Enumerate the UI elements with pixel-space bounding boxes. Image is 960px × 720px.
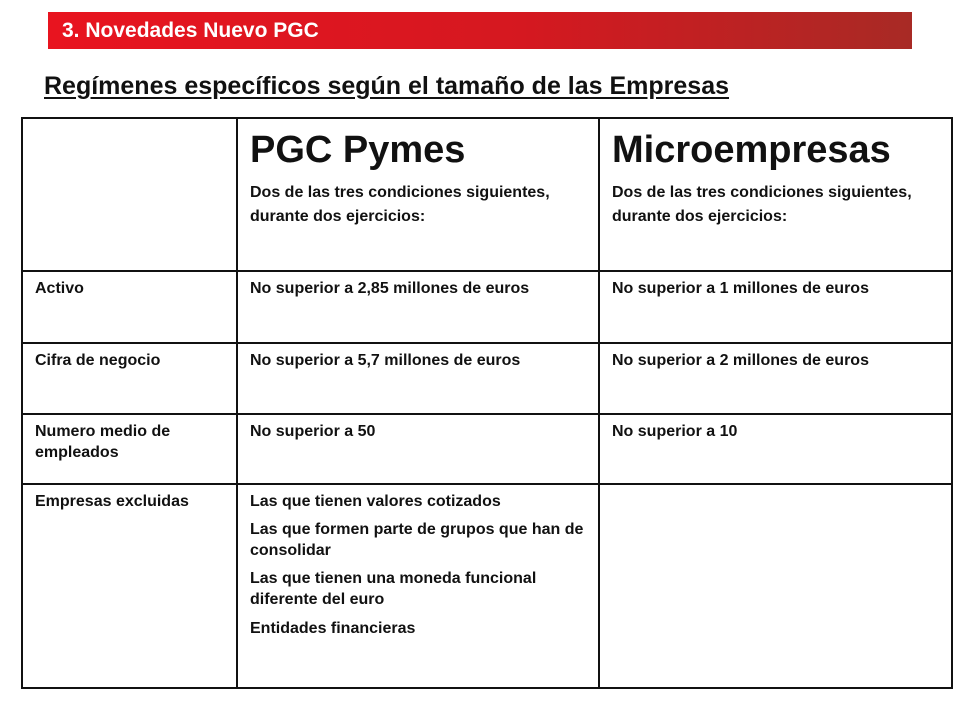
excluded-item: Entidades financieras bbox=[250, 619, 416, 637]
micro-heading: Microempresas bbox=[612, 129, 891, 171]
section-label: 3. Novedades Nuevo PGC bbox=[62, 19, 319, 42]
table-row bbox=[22, 343, 952, 414]
excluded-micro-empty bbox=[599, 484, 952, 688]
section-header-bar bbox=[48, 12, 912, 49]
row-label: Activo bbox=[22, 271, 237, 343]
row-label: Numero medio de empleados bbox=[22, 414, 237, 484]
excluded-item: Las que formen parte de grupos que han de consolidar bbox=[250, 521, 584, 560]
header-cell-empty bbox=[22, 118, 237, 271]
excluded-list-pymes bbox=[237, 484, 599, 688]
row-label: Empresas excluidas bbox=[22, 484, 237, 688]
micro-value: No superior a 10 bbox=[599, 414, 952, 484]
table-row bbox=[22, 271, 952, 343]
excluded-item: Las que tienen una moneda funcional diferente del euro bbox=[250, 570, 537, 609]
pymes-value: No superior a 5,7 millones de euros bbox=[237, 343, 599, 414]
table-header-row bbox=[22, 118, 952, 271]
excluded-item: Las que tienen valores cotizados bbox=[250, 493, 501, 510]
micro-value: No superior a 1 millones de euros bbox=[599, 271, 952, 343]
header-cell-pymes bbox=[237, 118, 599, 271]
comparison-table bbox=[21, 117, 953, 689]
pymes-description: Dos de las tres condiciones siguientes, durante dos ejercicios: bbox=[250, 183, 550, 225]
table-row bbox=[22, 414, 952, 484]
slide-title: Regímenes específicos según el tamaño de las Empresas bbox=[44, 72, 730, 100]
header-cell-micro bbox=[599, 118, 952, 271]
pymes-heading: PGC Pymes bbox=[250, 129, 466, 171]
micro-value: No superior a 2 millones de euros bbox=[599, 343, 952, 414]
row-label: Cifra de negocio bbox=[22, 343, 237, 414]
micro-description: Dos de las tres condiciones siguientes, durante dos ejercicios: bbox=[612, 183, 912, 225]
pymes-value: No superior a 2,85 millones de euros bbox=[237, 271, 599, 343]
pymes-value: No superior a 50 bbox=[237, 414, 599, 484]
table-row-excluded bbox=[22, 484, 952, 688]
